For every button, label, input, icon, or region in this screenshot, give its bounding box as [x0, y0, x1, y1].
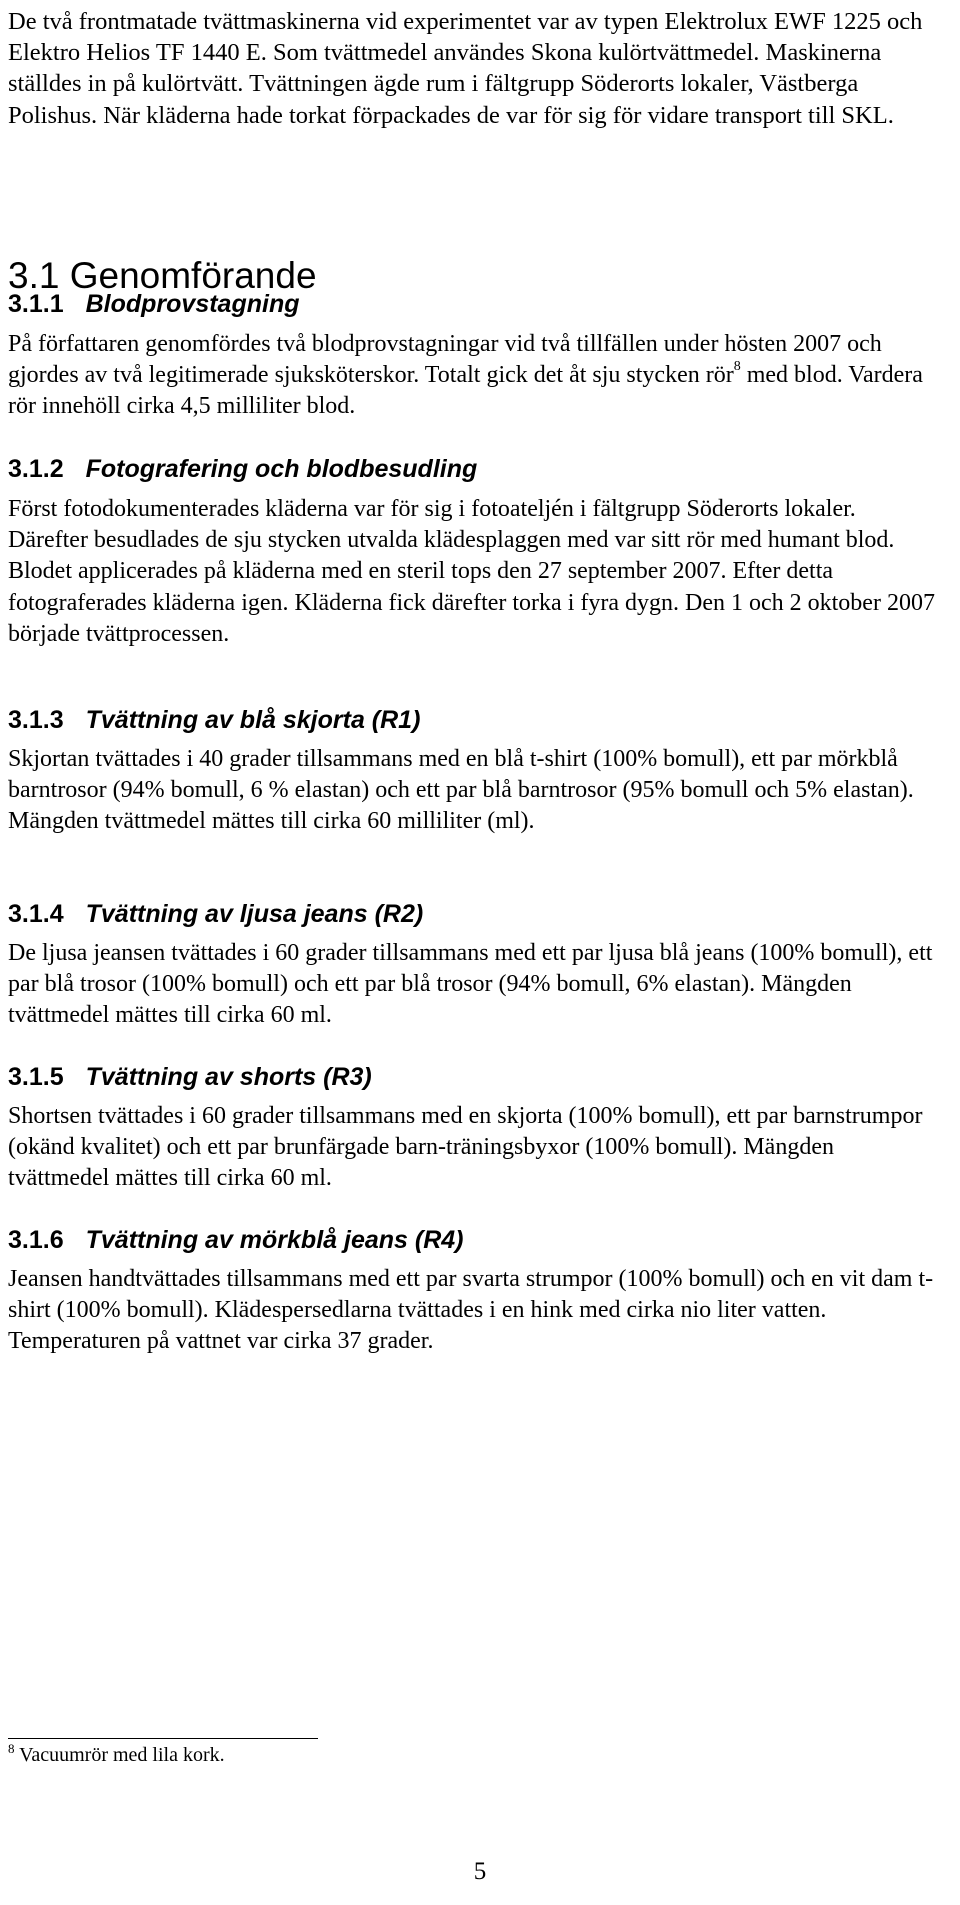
section-number: 3.1	[8, 255, 60, 296]
footnote-number: 8	[8, 1741, 15, 1756]
subsection-heading-3-1-1	[8, 290, 300, 319]
subsection-heading-3-1-4	[8, 900, 423, 929]
footnote-reference[interactable]: 8	[733, 359, 741, 375]
subsection-title: Blodprovstagning	[85, 290, 300, 318]
footnote-text: Vacuumrör med lila kork.	[19, 1744, 225, 1766]
subsection-title: Tvättning av mörkblå jeans (R4)	[85, 1226, 464, 1254]
subsection-number: 3.1.5	[8, 1063, 64, 1091]
subsection-number: 3.1.6	[8, 1226, 64, 1254]
subsection-paragraph-3-1-6: Jeansen handtvättades tillsammans med ett par svarta strumpor (100% bomull) och en vit dam t-shirt (100% bomull). Klädespersedlarna tvättades i en hink med cirka nio liter vatten. Temperaturen på vattnet var cirka 37 grader.	[8, 1266, 934, 1355]
subsection-heading-3-1-5	[8, 1063, 372, 1092]
subsection-paragraph-3-1-4: De ljusa jeansen tvättades i 60 grader tillsammans med ett par ljusa blå jeans (100% bomull), ett par blå trosor (100% bomull) och ett par blå trosor (94% bomull, 6% elastan). Mängden tvättmedel mättes till cirka 60 ml.	[8, 940, 933, 1029]
subsection-title: Tvättning av blå skjorta (R1)	[85, 706, 421, 734]
footnote	[8, 1742, 225, 1768]
subsection-title: Fotografering och blodbesudling	[85, 455, 478, 483]
paragraph-text-continued: med blod. Vardera rör innehöll cirka 4,5 milliliter blod.	[8, 362, 923, 420]
subsection-paragraph-3-1-5: Shortsen tvättades i 60 grader tillsammans med en skjorta (100% bomull), ett par barnstrumpor (okänd kvalitet) och ett par brunfärgade barn-träningsbyxor (100% bomull). Mängden tvättmedel mättes till cirka 60 ml.	[8, 1103, 923, 1192]
subsection-paragraph-3-1-1	[8, 329, 938, 423]
subsection-number: 3.1.3	[8, 706, 64, 734]
page-number: 5	[473, 1858, 487, 1885]
subsection-heading-3-1-6	[8, 1226, 463, 1255]
subsection-heading-3-1-3	[8, 706, 420, 735]
subsection-number: 3.1.1	[8, 290, 64, 318]
subsection-title: Tvättning av shorts (R3)	[85, 1063, 372, 1091]
intro-paragraph: De två frontmatade tvättmaskinerna vid experimentet var av typen Elektrolux EWF 1225 och Elektro Helios TF 1440 E. Som tvättmedel användes Skona kulörtvättmedel. Maskinerna ställdes in på kulörtvätt. Tvättningen ägde rum i fältgrupp Söderorts lokaler, Västberga Polishus. När kläderna hade torkat förpackades de var för sig för vidare transport till SKL.	[8, 8, 923, 129]
subsection-number: 3.1.2	[8, 455, 64, 483]
section-title: Genomförande	[69, 255, 317, 296]
footnote-divider	[8, 1738, 318, 1739]
paragraph-text: På författaren genomfördes två blodprovstagningar vid två tillfällen under hösten 2007 och gjordes av två legitimerade sjuksköterskor. Totalt gick det åt sju stycken rör	[8, 331, 882, 389]
subsection-title: Tvättning av ljusa jeans (R2)	[85, 900, 424, 928]
subsection-number: 3.1.4	[8, 900, 64, 928]
subsection-heading-3-1-2	[8, 455, 477, 484]
subsection-paragraph-3-1-2: Först fotodokumenterades kläderna var för sig i fotoateljén i fältgrupp Söderorts lokaler. Därefter besudlades de sju stycken utvalda klädesplaggen med var sitt rör med humant blod. Blodet applicerades på kläderna med en steril tops den 27 september 2007. Efter detta fotograferades kläderna igen. Kläderna fick därefter torka i fyra dygn. Den 1 och 2 oktober 2007 började tvättprocessen.	[8, 496, 935, 647]
subsection-paragraph-3-1-3: Skjortan tvättades i 40 grader tillsammans med en blå t-shirt (100% bomull), ett par mörkblå barntrosor (94% bomull, 6 % elastan) och ett par blå barntrosor (95% bomull och 5% elastan). Mängden tvättmedel mättes till cirka 60 milliliter (ml).	[8, 746, 914, 835]
